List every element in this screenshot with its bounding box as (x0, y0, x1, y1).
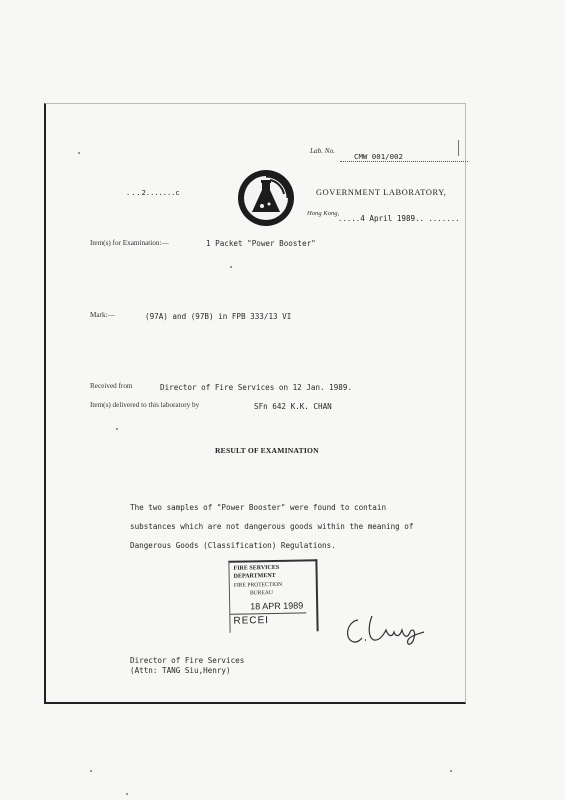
stamp-received: RECEI (233, 615, 270, 627)
scan-speck (78, 152, 80, 154)
place-label: Hong Kong, (307, 210, 340, 217)
delivered-value: SFn 642 K.K. CHAN (254, 402, 332, 411)
items-value: 1 Packet "Power Booster" (206, 239, 316, 248)
delivered-label: Item(s) delivered to this laboratory by (90, 401, 200, 409)
stamp-line: FIRE PROTECTION (233, 581, 283, 589)
scan-speck (450, 770, 452, 772)
scan-speck (90, 770, 92, 772)
scan-speck (458, 140, 459, 156)
result-line: The two samples of "Power Booster" were found to contain (130, 503, 387, 512)
received-stamp (228, 559, 318, 633)
mark-label: Mark:— (90, 311, 115, 319)
result-line: substances which are not dangerous goods within the meaning of (130, 522, 414, 531)
lab-no-field (340, 146, 468, 164)
scan-speck (116, 428, 118, 430)
addressee-line: (Attn: TANG Siu,Henry) (130, 666, 231, 675)
stamp-line: FIRE SERVICES (233, 564, 280, 572)
org-name: GOVERNMENT LABORATORY, (316, 188, 447, 197)
items-label: Item(s) for Examination:— (90, 239, 169, 247)
result-line: Dangerous Goods (Classification) Regulations. (130, 541, 336, 550)
scan-speck (230, 266, 232, 268)
government-laboratory-logo (236, 168, 296, 228)
scan-speck (126, 793, 128, 795)
result-heading: RESULT OF EXAMINATION (215, 446, 319, 455)
signature (340, 610, 435, 655)
report-date: 4 April 1989 (360, 214, 416, 223)
addressee-line: Director of Fire Services (130, 656, 245, 665)
stamp-line: BUREAU (249, 590, 274, 597)
stamp-date: 18 APR 1989 (250, 600, 304, 612)
page-number: ...2.......c (126, 189, 180, 197)
mark-value: (97A) and (97B) in FPB 333/13 VI (145, 312, 292, 321)
received-label: Received from (90, 382, 133, 390)
lab-no-label: Lab. No. (310, 147, 335, 155)
stamp-line: DEPARTMENT (233, 572, 276, 580)
date-field: .....4 April 1989.. ....... (338, 214, 460, 223)
lab-no-value: CMW 001/002 (340, 152, 468, 162)
received-value: Director of Fire Services on 12 Jan. 1989. (160, 383, 353, 392)
